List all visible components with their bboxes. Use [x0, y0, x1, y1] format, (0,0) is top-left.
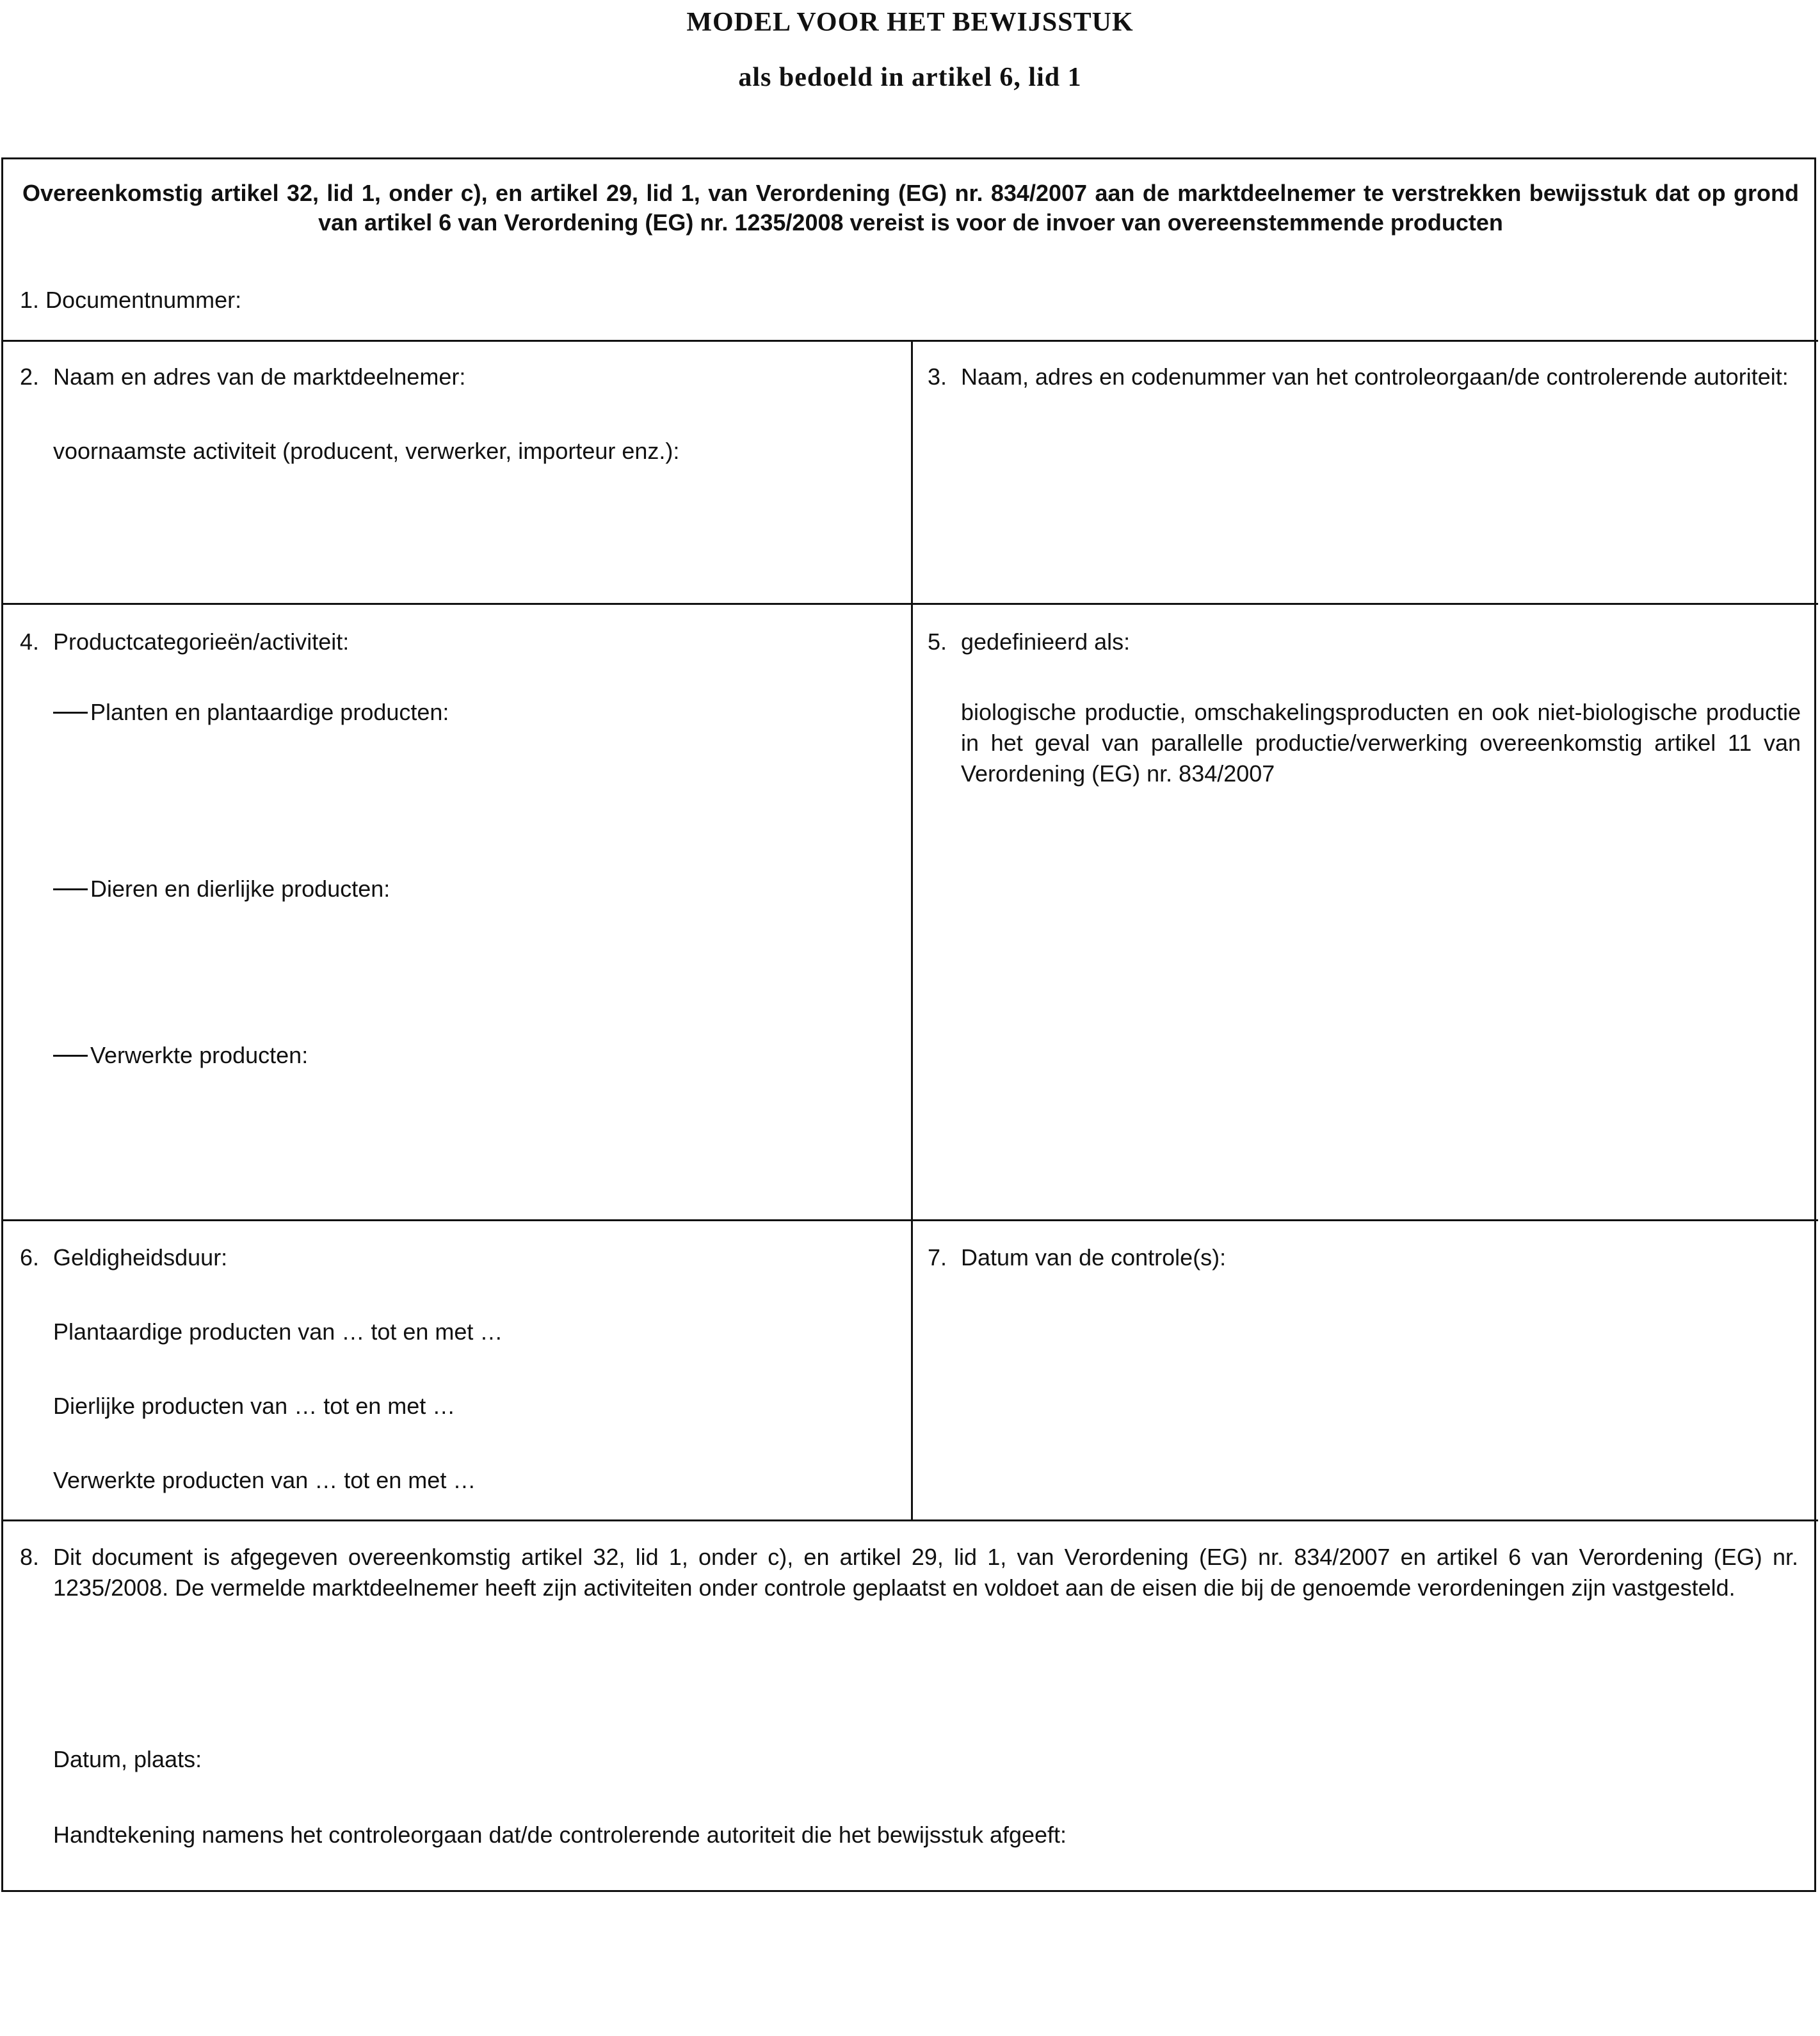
category-label: Verwerkte producten: — [90, 1042, 309, 1068]
production-type-text: biologische productie, omschakelingsproducten en ook niet-biologische productie in het geval van parallelle productie/verwerking overeenkomstig artikel 11 van Verordening (EG) nr. 834/2007 — [961, 699, 1801, 787]
field-validity-period — [20, 1242, 897, 1273]
column-divider — [911, 340, 913, 1521]
form-intro-heading: Overeenkomstig artikel 32, lid 1, onder c), en artikel 29, lid 1, van Verordening (EG) nr. 834/2007 aan de marktdeelnemer te verstrekken bewijsstuk dat op grond van artikel 6 van Verordening (EG) nr. 1235/2008 vereist is voor de invoer van overeenstemmende producten — [22, 180, 1799, 236]
field-number: 1. — [20, 287, 40, 313]
field-operator-name-address[interactable] — [20, 362, 897, 392]
field-number: 3. — [928, 364, 947, 390]
field-label: Geldigheidsduur: — [53, 1244, 228, 1270]
field-number: 5. — [928, 629, 947, 655]
category-animals[interactable] — [53, 874, 898, 904]
field-label: Productcategorieën/activiteit: — [53, 629, 350, 655]
validity-plant-products[interactable]: Plantaardige producten van … tot en met … — [53, 1319, 503, 1345]
signature-field[interactable]: Handtekening namens het controleorgaan dat/de controlerende autoriteit die het bewijsstuk afgeeft: — [53, 1822, 1067, 1848]
field-main-activity[interactable]: voornaamste activiteit (producent, verwerker, importeur enz.): — [53, 438, 680, 464]
field-defined-as — [928, 627, 1802, 657]
field-number: 7. — [928, 1244, 947, 1270]
field-number: 2. — [20, 364, 40, 390]
field-control-body[interactable] — [928, 362, 1802, 392]
field-label: Datum van de controle(s): — [961, 1244, 1227, 1270]
category-plants[interactable] — [53, 697, 898, 728]
field-label: gedefinieerd als: — [961, 629, 1131, 655]
dash-icon — [53, 1055, 88, 1057]
declaration-text: Dit document is afgegeven overeenkomstig artikel 32, lid 1, onder c), en artikel 29, lid 1, van Verordening (EG) nr. 834/2007 en artikel 6 van Verordening (EG) nr. 1235/2008. De vermelde marktdeelnemer heeft zijn activiteiten onder controle geplaatst en voldoet aan de eisen die bij de genoemde verordeningen zijn vastgesteld. — [53, 1544, 1798, 1601]
field-declaration — [20, 1542, 1798, 1603]
category-label: Planten en plantaardige producten: — [90, 699, 449, 725]
category-label: Dieren en dierlijke producten: — [90, 876, 391, 902]
field-label: Naam en adres van de marktdeelnemer: — [53, 364, 466, 390]
dash-icon — [53, 888, 88, 890]
field-label: Naam, adres en codenummer van het controleorgaan/de controlerende autoriteit: — [961, 364, 1789, 390]
certificate-form — [1, 157, 1816, 1892]
validity-processed-products[interactable]: Verwerkte producten van … tot en met … — [53, 1467, 476, 1493]
dash-icon — [53, 712, 88, 714]
field-product-categories — [20, 627, 897, 657]
field-document-number[interactable] — [20, 285, 903, 316]
date-place-field[interactable]: Datum, plaats: — [53, 1746, 202, 1772]
field-number: 6. — [20, 1244, 40, 1270]
field-label: Documentnummer: — [45, 287, 242, 313]
category-processed[interactable] — [53, 1040, 898, 1071]
field-number: 8. — [20, 1544, 40, 1570]
field-inspection-dates[interactable] — [928, 1242, 1802, 1273]
document-subtitle: als bedoeld in artikel 6, lid 1 — [738, 63, 1082, 92]
document-title: MODEL VOOR HET BEWIJSSTUK — [686, 8, 1134, 37]
validity-animal-products[interactable]: Dierlijke producten van … tot en met … — [53, 1393, 456, 1419]
field-number: 4. — [20, 629, 40, 655]
